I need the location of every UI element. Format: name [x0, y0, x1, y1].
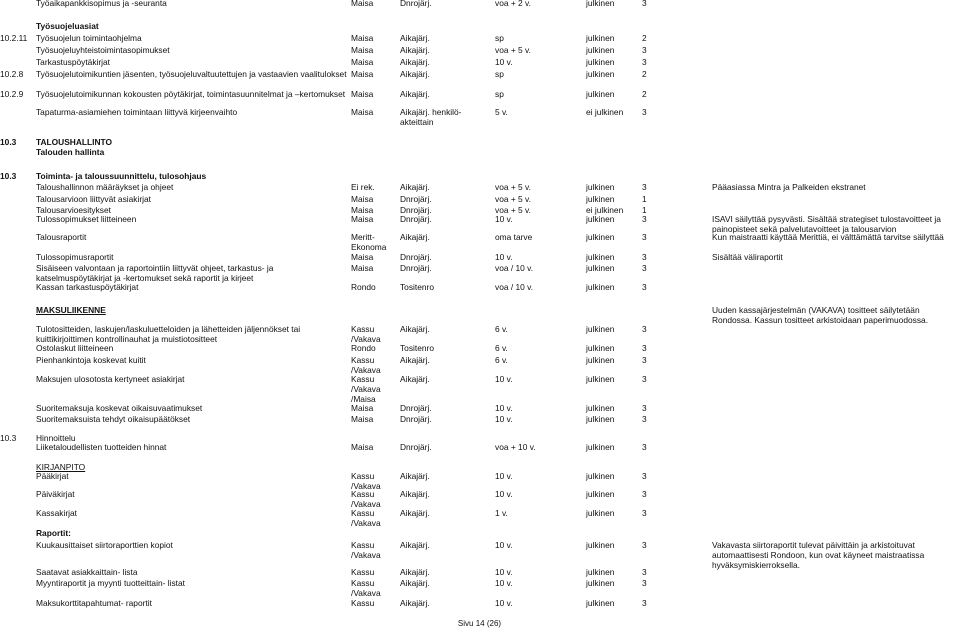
cell-time: 10 v.	[495, 489, 513, 499]
cell-note: Kun maistraatti käyttää Merittiä, ei välttämättä tarvitse säilyttää	[712, 232, 944, 242]
cell-pub: julkinen	[586, 182, 615, 192]
cell-pub: julkinen	[586, 442, 615, 452]
cell-no: 10.3	[0, 171, 17, 181]
cell-place: Aikajärj.	[400, 355, 430, 365]
cell-title: Tulotositteiden, laskujen/laskuluetteloiden ja lähetteiden jäljennökset tai kuittikirjoittimen kontrollinauhat ja muistiotositteet	[36, 324, 301, 344]
cell-note: Uuden kassajärjestelmän (VAKAVA) tositteet säilytetään Rondossa. Kassun tositteet arkistoidaan paperimuodossa.	[712, 305, 929, 325]
cell-copies: 3	[642, 578, 647, 588]
cell-pub: julkinen	[586, 0, 615, 8]
cell-time: voa + 5 v.	[495, 194, 531, 204]
cell-copies: 1	[642, 205, 647, 215]
cell-copies: 3	[642, 508, 647, 518]
cell-note: ISAVI säilyttää pysyvästi. Sisältää strategiset tulostavoitteet ja painopisteet sekä palvelutavoitteet ja talousarvion	[712, 214, 941, 234]
cell-owner: Maisa	[351, 107, 374, 117]
cell-pub: julkinen	[586, 194, 615, 204]
cell-time: voa + 5 v.	[495, 205, 531, 215]
cell-pub: ei julkinen	[586, 205, 624, 215]
cell-owner: Kassu	[351, 598, 375, 608]
cell-title: Työsuojeluasiat	[36, 21, 99, 31]
cell-pub: julkinen	[586, 45, 615, 55]
cell-title: Työsuojeluyhteistoimintasopimukset	[36, 45, 170, 55]
cell-pub: julkinen	[586, 343, 615, 353]
cell-copies: 3	[642, 374, 647, 384]
cell-time: 1 v.	[495, 508, 508, 518]
cell-copies: 3	[642, 107, 647, 117]
cell-time: voa + 10 v.	[495, 442, 536, 452]
cell-time: 10 v.	[495, 540, 513, 550]
cell-copies: 3	[642, 214, 647, 224]
cell-place: Aikajärj.	[400, 374, 430, 384]
cell-owner: Maisa	[351, 263, 374, 273]
cell-owner: Kassu	[351, 567, 375, 577]
cell-place: Aikajärj.	[400, 567, 430, 577]
cell-pub: julkinen	[586, 374, 615, 384]
cell-place: Aikajärj. henkilö-akteittain	[400, 107, 462, 127]
cell-copies: 3	[642, 252, 647, 262]
cell-time: sp	[495, 89, 504, 99]
cell-time: 10 v.	[495, 471, 513, 481]
cell-title: Toiminta- ja taloussuunnittelu, tulosohjaus	[36, 171, 207, 181]
cell-time: oma tarve	[495, 232, 533, 242]
cell-no: 10.3	[0, 137, 17, 147]
cell-pub: julkinen	[586, 508, 615, 518]
cell-owner: Maisa	[351, 414, 374, 424]
cell-pub: julkinen	[586, 263, 615, 273]
cell-note: Vakavasta siirtoraportit tulevat päivittäin ja arkistoituvat automaattisesti Rondoon, kun ovat käyneet maistraatissa hyväksymiskierroksella.	[712, 540, 925, 570]
cell-owner: Maisa	[351, 33, 374, 43]
cell-copies: 2	[642, 33, 647, 43]
cell-title: Sisäiseen valvontaan ja raportointiin liittyvät ohjeet, tarkastus- ja katselmuspöytäkirjat ja -kertomukset sekä raportit ja kirjeet	[36, 263, 274, 283]
cell-title: Maksujen ulosotosta kertyneet asiakirjat	[36, 374, 185, 384]
cell-owner: Maisa	[351, 205, 374, 215]
cell-no: 10.2.8	[0, 69, 24, 79]
cell-copies: 3	[642, 263, 647, 273]
cell-copies: 3	[642, 324, 647, 334]
cell-pub: julkinen	[586, 69, 615, 79]
cell-title: Liiketaloudellisten tuotteiden hinnat	[36, 442, 167, 452]
cell-owner: Kassu /Vakava	[351, 578, 381, 598]
cell-place: Aikajärj.	[400, 540, 430, 550]
cell-owner: Kassu /Vakava /Maisa	[351, 374, 381, 404]
cell-time: 10 v.	[495, 252, 513, 262]
cell-title: Päiväkirjat	[36, 489, 75, 499]
cell-title: Kuukausittaiset siirtoraporttien kopiot	[36, 540, 173, 550]
cell-title: Suoritemaksuja koskevat oikaisuvaatimukset	[36, 403, 203, 413]
cell-copies: 3	[642, 403, 647, 413]
cell-title: Raportit:	[36, 528, 71, 538]
cell-copies: 3	[642, 442, 647, 452]
cell-owner: Kassu /Vakava	[351, 355, 381, 375]
cell-copies: 3	[642, 0, 647, 8]
cell-time: voa + 5 v.	[495, 182, 531, 192]
cell-owner: Kassu /Vakava	[351, 489, 381, 509]
cell-copies: 3	[642, 57, 647, 67]
cell-title: Ostolaskut liitteineen	[36, 343, 114, 353]
cell-owner: Kassu /Vakava	[351, 471, 381, 491]
cell-title: Kassakirjat	[36, 508, 77, 518]
cell-title: Taloushallinnon määräykset ja ohjeet	[36, 182, 174, 192]
cell-title: Pääkirjat	[36, 471, 69, 481]
cell-title: Tapaturma-asiamiehen toimintaan liittyvä kirjeenvaihto	[36, 107, 238, 117]
cell-time: voa / 10 v.	[495, 282, 534, 292]
cell-copies: 3	[642, 182, 647, 192]
cell-title: Myyntiraportit ja myynti tuotteittain- listat	[36, 578, 185, 588]
cell-title: Tulossopimusraportit	[36, 252, 114, 262]
cell-time: 6 v.	[495, 355, 508, 365]
cell-place: Dnrojärj.	[400, 205, 432, 215]
cell-copies: 3	[642, 355, 647, 365]
cell-owner: Maisa	[351, 45, 374, 55]
cell-owner: Maisa	[351, 403, 374, 413]
cell-copies: 3	[642, 414, 647, 424]
cell-pub: julkinen	[586, 214, 615, 224]
cell-time: 5 v.	[495, 107, 508, 117]
cell-title: Työsuojelutoimikunnan kokousten pöytäkirjat, toimintasuunnitelmat ja –kertomukset	[36, 89, 346, 99]
cell-time: 10 v.	[495, 374, 513, 384]
cell-place: Aikajärj.	[400, 471, 430, 481]
cell-copies: 3	[642, 540, 647, 550]
cell-title: Talousraportit	[36, 232, 87, 242]
cell-place: Dnrojärj.	[400, 0, 432, 8]
cell-time: sp	[495, 33, 504, 43]
cell-place: Dnrojärj.	[400, 263, 432, 273]
cell-note: Pääasiassa Mintra ja Palkeiden ekstranet	[712, 182, 866, 192]
cell-title: Työaikapankkisopimus ja -seuranta	[36, 0, 167, 8]
cell-no: 10.3	[0, 433, 17, 443]
cell-copies: 2	[642, 69, 647, 79]
cell-title: Tulossopimukset liitteineen	[36, 214, 137, 224]
cell-owner: Maisa	[351, 214, 374, 224]
cell-place: Aikajärj.	[400, 598, 430, 608]
cell-title: TALOUSHALLINTO	[36, 137, 112, 147]
cell-pub: julkinen	[586, 282, 615, 292]
cell-pub: julkinen	[586, 489, 615, 499]
cell-place: Aikajärj.	[400, 182, 430, 192]
cell-place: Aikajärj.	[400, 69, 430, 79]
cell-pub: julkinen	[586, 232, 615, 242]
cell-title: Työsuojelutoimikuntien jäsenten, työsuojeluvaltuutettujen ja vastaavien vaalitulokset	[36, 69, 347, 79]
cell-pub: julkinen	[586, 598, 615, 608]
cell-place: Tositenro	[400, 343, 434, 353]
cell-copies: 1	[642, 194, 647, 204]
cell-copies: 2	[642, 89, 647, 99]
cell-title: Saatavat asiakkaittain- lista	[36, 567, 138, 577]
cell-title: Pienhankintoja koskevat kuitit	[36, 355, 146, 365]
cell-time: 10 v.	[495, 57, 513, 67]
cell-place: Dnrojärj.	[400, 442, 432, 452]
cell-copies: 3	[642, 471, 647, 481]
cell-title: KIRJANPITO	[36, 462, 86, 472]
cell-place: Dnrojärj.	[400, 194, 432, 204]
cell-pub: julkinen	[586, 471, 615, 481]
cell-time: 10 v.	[495, 567, 513, 577]
cell-place: Tositenro	[400, 282, 434, 292]
cell-place: Dnrojärj.	[400, 252, 432, 262]
cell-pub: ei julkinen	[586, 107, 624, 117]
cell-copies: 3	[642, 232, 647, 242]
cell-time: 10 v.	[495, 403, 513, 413]
cell-title: Suoritemaksuista tehdyt oikaisupäätökset	[36, 414, 191, 424]
cell-copies: 3	[642, 567, 647, 577]
cell-time: voa + 5 v.	[495, 45, 531, 55]
cell-pub: julkinen	[586, 540, 615, 550]
cell-copies: 3	[642, 45, 647, 55]
cell-place: Aikajärj.	[400, 578, 430, 588]
cell-owner: Maisa	[351, 0, 374, 8]
cell-owner: Maisa	[351, 57, 374, 67]
cell-title: Työsuojelun toimintaohjelma	[36, 33, 142, 43]
cell-time: 10 v.	[495, 598, 513, 608]
cell-title: Talousarvioon liittyvät asiakirjat	[36, 194, 151, 204]
cell-title: Hinnoittelu	[36, 433, 76, 443]
cell-place: Aikajärj.	[400, 89, 430, 99]
cell-time: voa / 10 v.	[495, 263, 534, 273]
cell-place: Aikajärj.	[400, 33, 430, 43]
cell-pub: julkinen	[586, 355, 615, 365]
cell-owner: Maisa	[351, 442, 374, 452]
cell-copies: 3	[642, 598, 647, 608]
cell-owner: Maisa	[351, 194, 374, 204]
cell-note: Sisältää väliraportit	[712, 252, 783, 262]
cell-owner: Maisa	[351, 69, 374, 79]
cell-title: Maksukorttitapahtumat- raportit	[36, 598, 152, 608]
cell-place: Dnrojärj.	[400, 214, 432, 224]
cell-no: 10.2.11	[0, 33, 28, 43]
cell-pub: julkinen	[586, 33, 615, 43]
cell-place: Aikajärj.	[400, 324, 430, 334]
cell-owner: Rondo	[351, 282, 376, 292]
cell-title: Talousarvioesitykset	[36, 205, 111, 215]
cell-owner: Kassu /Vakava	[351, 540, 381, 560]
cell-place: Aikajärj.	[400, 232, 430, 242]
cell-place: Dnrojärj.	[400, 414, 432, 424]
cell-copies: 3	[642, 282, 647, 292]
cell-owner: Rondo	[351, 343, 376, 353]
cell-pub: julkinen	[586, 57, 615, 67]
cell-time: voa + 2 v.	[495, 0, 531, 8]
cell-title: Tarkastuspöytäkirjat	[36, 57, 111, 67]
cell-time: 10 v.	[495, 214, 513, 224]
cell-owner: Maisa	[351, 89, 374, 99]
cell-owner: Maisa	[351, 252, 374, 262]
cell-place: Aikajärj.	[400, 508, 430, 518]
cell-title: MAKSULIIKENNE	[36, 305, 106, 315]
cell-time: 10 v.	[495, 578, 513, 588]
cell-no: 10.2.9	[0, 89, 24, 99]
cell-owner: Kassu /Vakava	[351, 508, 381, 528]
cell-pub: julkinen	[586, 567, 615, 577]
cell-pub: julkinen	[586, 252, 615, 262]
cell-pub: julkinen	[586, 324, 615, 334]
cell-time: sp	[495, 69, 504, 79]
cell-time: 6 v.	[495, 324, 508, 334]
cell-place: Aikajärj.	[400, 57, 430, 67]
cell-owner: Kassu /Vakava	[351, 324, 381, 344]
cell-pub: julkinen	[586, 89, 615, 99]
cell-time: 10 v.	[495, 414, 513, 424]
cell-title: Talouden hallinta	[36, 147, 105, 157]
cell-owner: Ei rek.	[351, 182, 375, 192]
page-number: Sivu 14 (26)	[457, 619, 502, 628]
cell-pub: julkinen	[586, 403, 615, 413]
cell-owner: Meritt-Ekonoma	[351, 232, 387, 252]
cell-copies: 3	[642, 343, 647, 353]
cell-copies: 3	[642, 489, 647, 499]
cell-place: Aikajärj.	[400, 45, 430, 55]
cell-place: Dnrojärj.	[400, 403, 432, 413]
cell-time: 6 v.	[495, 343, 508, 353]
cell-pub: julkinen	[586, 578, 615, 588]
cell-title: Kassan tarkastuspöytäkirjat	[36, 282, 139, 292]
cell-pub: julkinen	[586, 414, 615, 424]
cell-place: Aikajärj.	[400, 489, 430, 499]
